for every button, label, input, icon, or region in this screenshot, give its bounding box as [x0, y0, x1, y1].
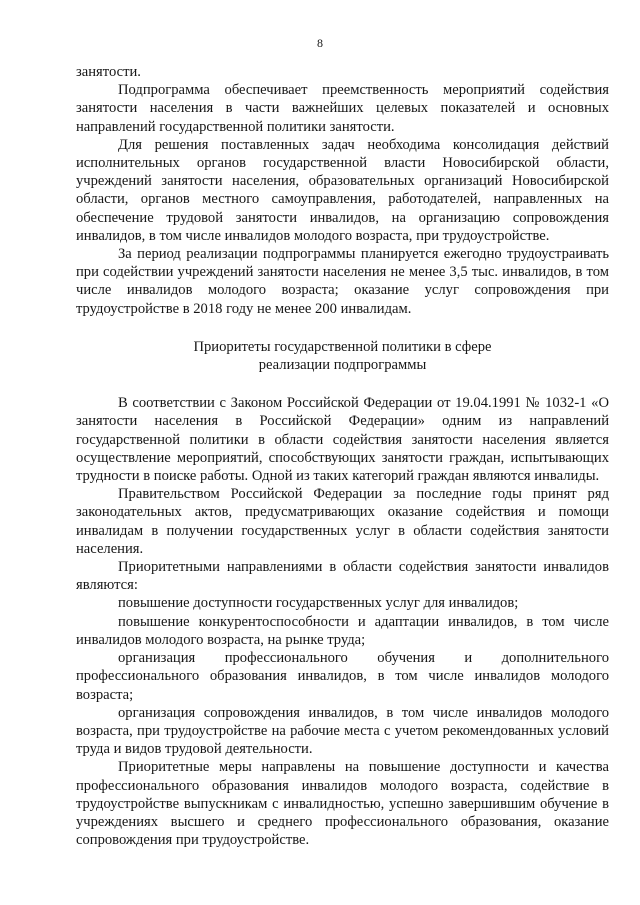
list-item-competitiveness: повышение конкурентоспособности и адаптации инвалидов, в том числе инвалидов молодого возраста, на рынке труда; [76, 613, 609, 648]
list-item-service-accessibility: повышение доступности государственных услуг для инвалидов; [118, 595, 519, 612]
document-body [76, 63, 609, 849]
paragraph-continuation: занятости. [76, 64, 141, 80]
section-heading-line-1: Приоритеты государственной политики в сфере [193, 338, 492, 355]
paragraph-priority-directions-intro: Приоритетными направлениями в области содействия занятости инвалидов являются: [76, 559, 609, 594]
page-number: 8 [317, 36, 323, 50]
paragraph-priority-measures: Приоритетные меры направлены на повышение доступности и качества профессионального образования инвалидов молодого возраста, содействие в трудоустройстве выпускникам с инвалидностью, успешно завершившим обучение в учреждениях высшего и среднего профессионального образования, оказание сопровождения при трудоустройстве. [76, 759, 609, 849]
paragraph-planned-targets: За период реализации подпрограммы планируется ежегодно трудоустраивать при содействии учреждений занятости населения не менее 3,5 тыс. инвалидов, в том числе инвалидов молодого возраста; оказание услуг сопровождения при трудоустройстве в 2018 году не менее 200 инвалидам. [76, 246, 609, 317]
list-item-employment-support: организация сопровождения инвалидов, в том числе инвалидов молодого возраста, при трудоустройстве на рабочие места с учетом рекомендованных условий труда и видов трудовой деятельности. [76, 704, 609, 758]
section-heading [76, 338, 609, 374]
paragraph-federal-law: В соответствии с Законом Российской Федерации от 19.04.1991 № 1032-1 «О занятости населения в Российской Федерации» одним из направлений государственной политики в области содействия занятости населения является осуществление мероприятий, способствующих занятости граждан, испытывающих трудности в поиске работы. Одной из таких категорий граждан являются инвалиды. [76, 395, 609, 485]
list-item-professional-training: организация профессионального обучения и дополнительного профессионального образования инвалидов, в том числе инвалидов молодого возраста; [76, 650, 609, 703]
paragraph-government-acts: Правительством Российской Федерации за последние годы принят ряд законодательных актов, предусматривающих оказание содействия и помощи инвалидам в получении государственных услуг в области содействия занятости населения. [76, 486, 609, 557]
paragraph-subprogram-continuity: Подпрограмма обеспечивает преемственность мероприятий содействия занятости населения в части важнейших целевых показателей и основных направлений государственной политики занятости. [76, 82, 609, 135]
section-heading-line-2: реализации подпрограммы [258, 357, 427, 374]
paragraph-consolidation: Для решения поставленных задач необходима консолидация действий исполнительных органов государственной власти Новосибирской области, учреждений занятости населения, образовательных организаций Новосибирской области, органов местного самоуправления, работодателей, направленных на обеспечение трудовой занятости инвалидов, на организацию сопровождения инвалидов, в том числе инвалидов молодого возраста, при трудоустройстве. [76, 136, 609, 244]
